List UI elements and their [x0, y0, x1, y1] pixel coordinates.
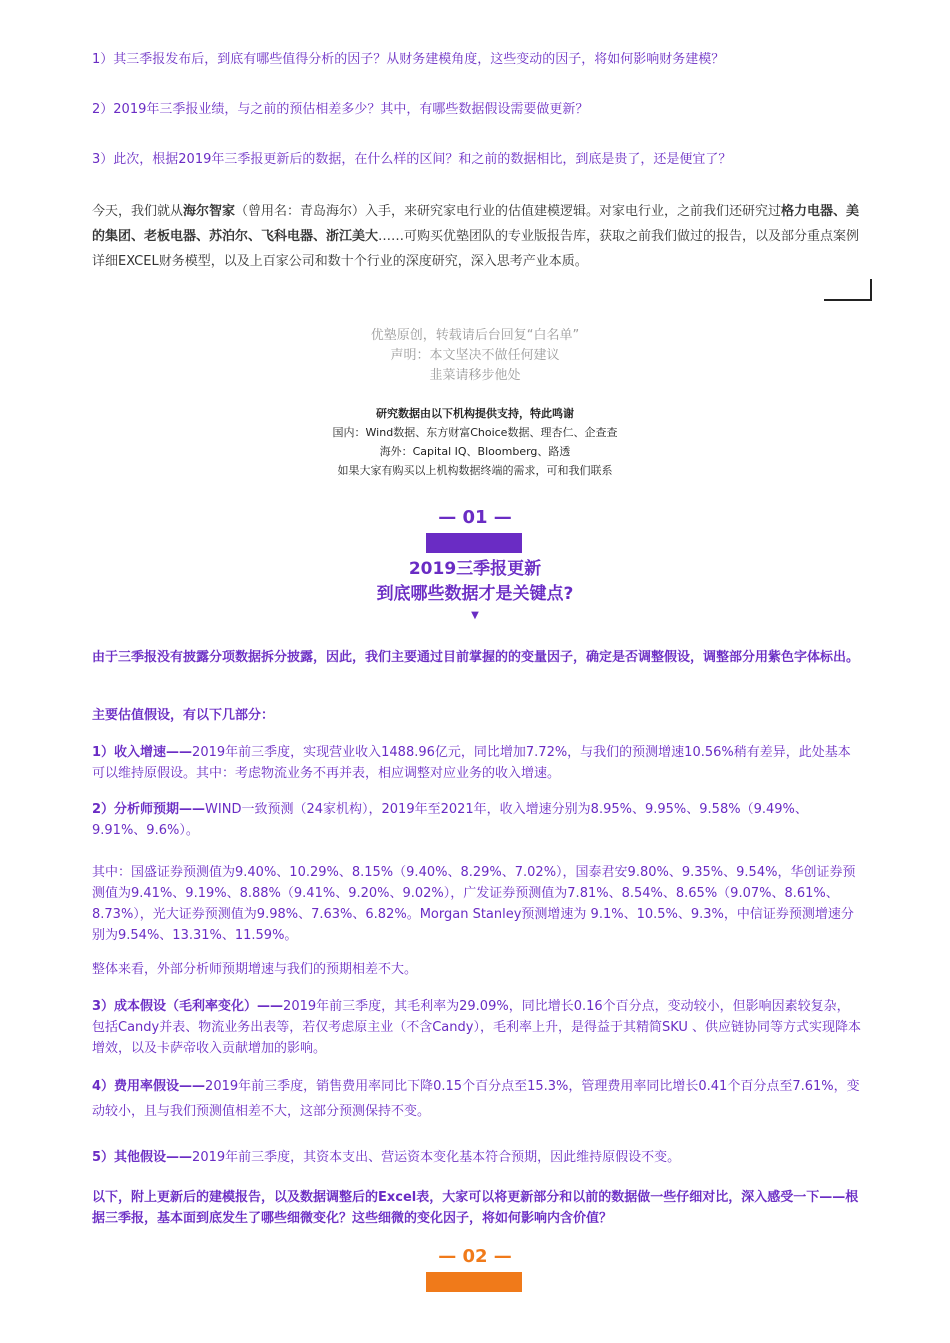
section-1-title-line2: 到底哪些数据才是关键点?	[376, 584, 574, 604]
item-3-cost: 3）成本假设（毛利率变化）——2019年前三季度，其毛利率为29.09%，同比增长0.16个百分点，变动较小，但影响因素较复杂，包括Candy并表、物流业务出表等，若仅考虑原主业（不含Candy），毛利率上升，是得益于其精简SKU 、供应链协同等方式实现降本增效，以及卡萨帝收入贡献增加的影响。	[92, 999, 862, 1056]
item-2-detail: 其中：国盛证券预测值为9.40%、10.29%、8.15%（9.40%、8.29%、7.02%），国泰君安9.80%、9.35%、9.54%，华创证券预测值为9.41%、9.19%、8.88%（9.41%、9.20%、9.02%），广发证券预测值为7.81%、8.54%、8.65%（9.07%、8.61%、8.73%），光大证券预测值为9.98%、7.63%、6.82%。Morgan Stanley预测增速为 9.1%、10.5%、9.3%，中信证券预测增速分别为9.54%、13.31%、11.59%。	[92, 865, 856, 943]
sources-overseas: 海外：Capital IQ、Bloomberg、路透	[379, 445, 571, 458]
lead-paragraph: 由于三季报没有披露分项数据拆分披露，因此，我们主要通过目前掌握的的变量因子，确定是否调整假设，调整部分用紫色字体标出。	[92, 650, 860, 665]
intro-paragraph: 今天，我们就从海尔智家（曾用名：青岛海尔）入手，来研究家电行业的估值建模逻辑。对家电行业，之前我们还研究过格力电器、美的集团、老板电器、苏泊尔、飞科电器、浙江美大……可购买优塾团队的专业版报告库，获取之前我们做过的报告，以及部分重点案例详细EXCEL财务模型，以及上百家公司和数十个行业的深度研究，深入思考产业本质。	[92, 204, 860, 269]
item-4-expense: 4）费用率假设——2019年前三季度，销售费用率同比下降0.15个百分点至15.3%，管理费用率同比增长0.41个百分点至7.61%，变动较小，且与我们预测值相差不大，这部分预测保持不变。	[92, 1079, 860, 1119]
section-1-number: — 01 —	[438, 507, 512, 528]
assumptions-title: 主要估值假设，有以下几部分：	[92, 708, 275, 723]
peer-companies: 格力电器、美的集团、老板电器、苏泊尔、飞科电器、浙江美大	[92, 204, 860, 244]
notice-original: 优塾原创，转载请后台回复“白名单”	[370, 328, 580, 343]
section-2-number: — 02 —	[438, 1246, 512, 1267]
item-1-revenue: 1）收入增速——2019年前三季度，实现营业收入1488.96亿元，同比增加7.72%，与我们的预测增速10.56%稍有差异，此处基本可以维持原假设。其中：考虑物流业务不再并表，相应调整对应业务的收入增速。	[92, 745, 851, 781]
section-1-title-line1: 2019三季报更新	[408, 559, 542, 579]
closing-paragraph: 以下，附上更新后的建模报告，以及数据调整后的Excel表，大家可以将更新部分和以前的数据做一些仔细对比，深入感受一下——根据三季报，基本面到底发生了哪些细微变化？这些细微的变化因子，将如何影响内含价值？	[92, 1190, 859, 1226]
section-2-bar	[426, 1272, 522, 1292]
item-2-analyst: 2）分析师预期——WIND一致预测（24家机构），2019年至2021年，收入增速分别为8.95%、9.95%、9.58%（9.49%、9.91%、9.6%）。	[92, 802, 808, 838]
question-3: 3）此次，根据2019年三季报更新后的数据，在什么样的区间？和之前的数据相比，到底是贵了，还是便宜了？	[92, 152, 732, 167]
sources-domestic: 国内：Wind数据、东方财富Choice数据、理杏仁、企查查	[332, 426, 618, 439]
notice-warning: 韭菜请移步他处	[429, 368, 521, 383]
corner-mark	[824, 279, 872, 301]
sources-contact: 如果大家有购买以上机构数据终端的需求，可和我们联系	[337, 464, 613, 477]
item-5-other: 5）其他假设——2019年前三季度，其资本支出、营运资本变化基本符合预期，因此维持原假设不变。	[92, 1150, 681, 1165]
down-arrow-icon: ▼	[471, 610, 479, 621]
sources-title: 研究数据由以下机构提供支持，特此鸣谢	[376, 407, 574, 420]
company-name: 海尔智家	[183, 204, 236, 219]
item-2-summary: 整体来看，外部分析师预期增速与我们的预期相差不大。	[92, 962, 418, 977]
question-2: 2）2019年三季报业绩，与之前的预估相差多少？其中，有哪些数据假设需要做更新？	[92, 102, 589, 117]
question-1: 1）其三季报发布后，到底有哪些值得分析的因子？从财务建模角度，这些变动的因子，将如何影响财务建模？	[92, 52, 725, 67]
section-1-bar	[426, 533, 522, 553]
notice-disclaimer: 声明：本文坚决不做任何建议	[390, 348, 560, 363]
